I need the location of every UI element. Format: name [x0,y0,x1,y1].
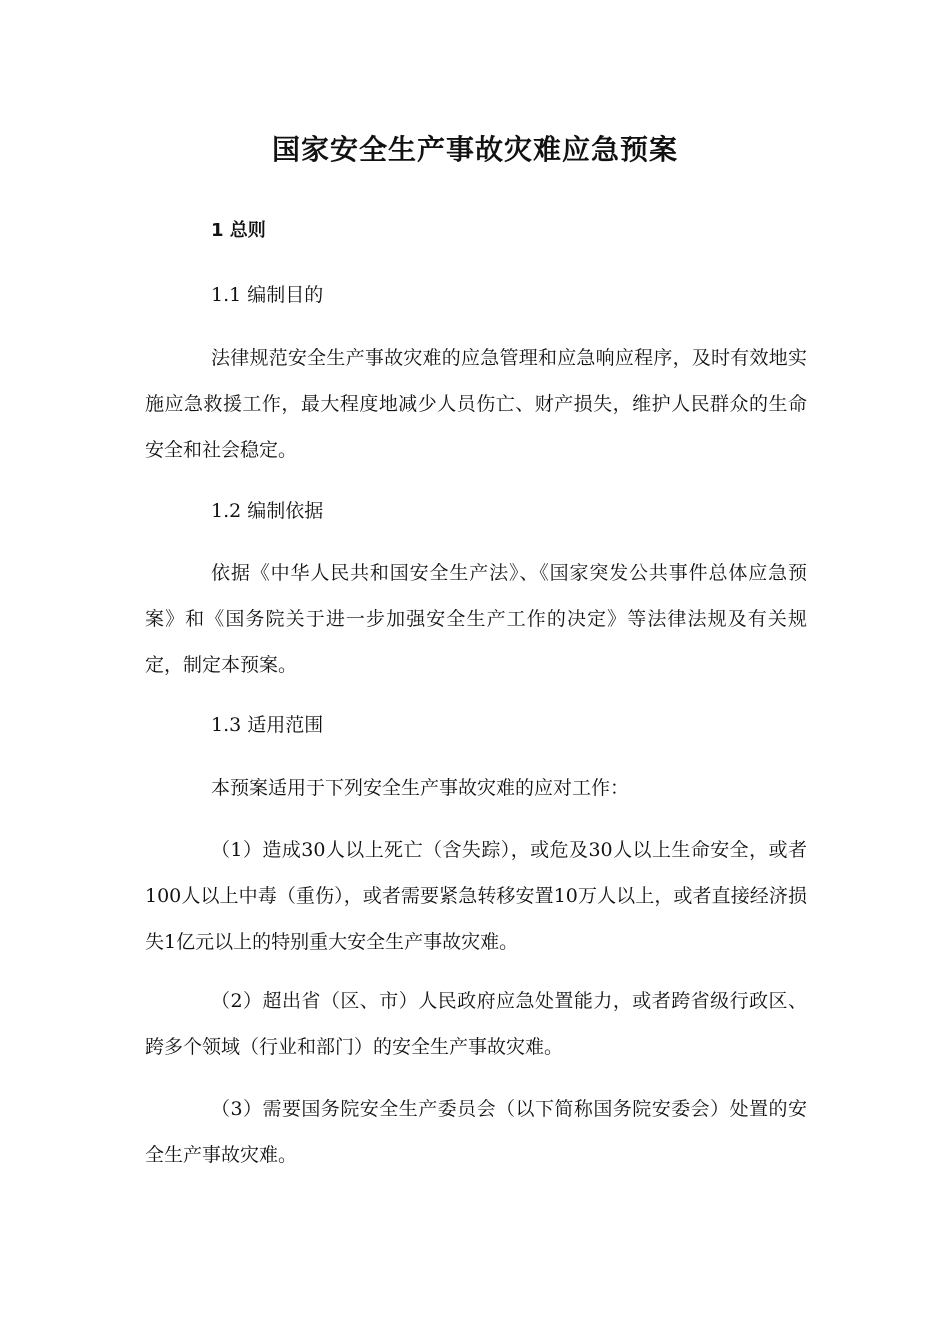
section-heading-1-3: 1.3 适用范围 [211,714,324,736]
list-item-scope-2: （2）超出省（区、市）人民政府应急处置能力，或者跨省级行政区、跨多个领域（行业和部门）的安全生产事故灾难。 [145,990,807,1058]
paragraph-basis: 依据《中华人民共和国安全生产法》、《国家突发公共事件总体应急预案》和《国务院关于进一步加强安全生产工作的决定》等法律法规及有关规定，制定本预案。 [145,562,807,676]
section-heading-1: 1 总则 [211,220,266,241]
section-heading-1-1: 1.1 编制目的 [211,284,324,306]
paragraph-purpose: 法律规范安全生产事故灾难的应急管理和应急响应程序，及时有效地实施应急救援工作，最大程度地减少人员伤亡、财产损失，维护人民群众的生命安全和社会稳定。 [145,347,807,461]
section-heading-1-2: 1.2 编制依据 [211,500,324,522]
paragraph-scope-intro: 本预案适用于下列安全生产事故灾难的应对工作： [211,777,630,799]
document-title: 国家安全生产事故灾难应急预案 [271,133,678,166]
list-item-scope-3: （3）需要国务院安全生产委员会（以下简称国务院安委会）处置的安全生产事故灾难。 [145,1098,807,1166]
list-item-scope-1: （1）造成30人以上死亡（含失踪），或危及30人以上生命安全，或者100人以上中毒（重伤），或者需要紧急转移安置10万人以上，或者直接经济损失1亿元以上的特别重大安全生产事故灾难。 [145,839,807,953]
